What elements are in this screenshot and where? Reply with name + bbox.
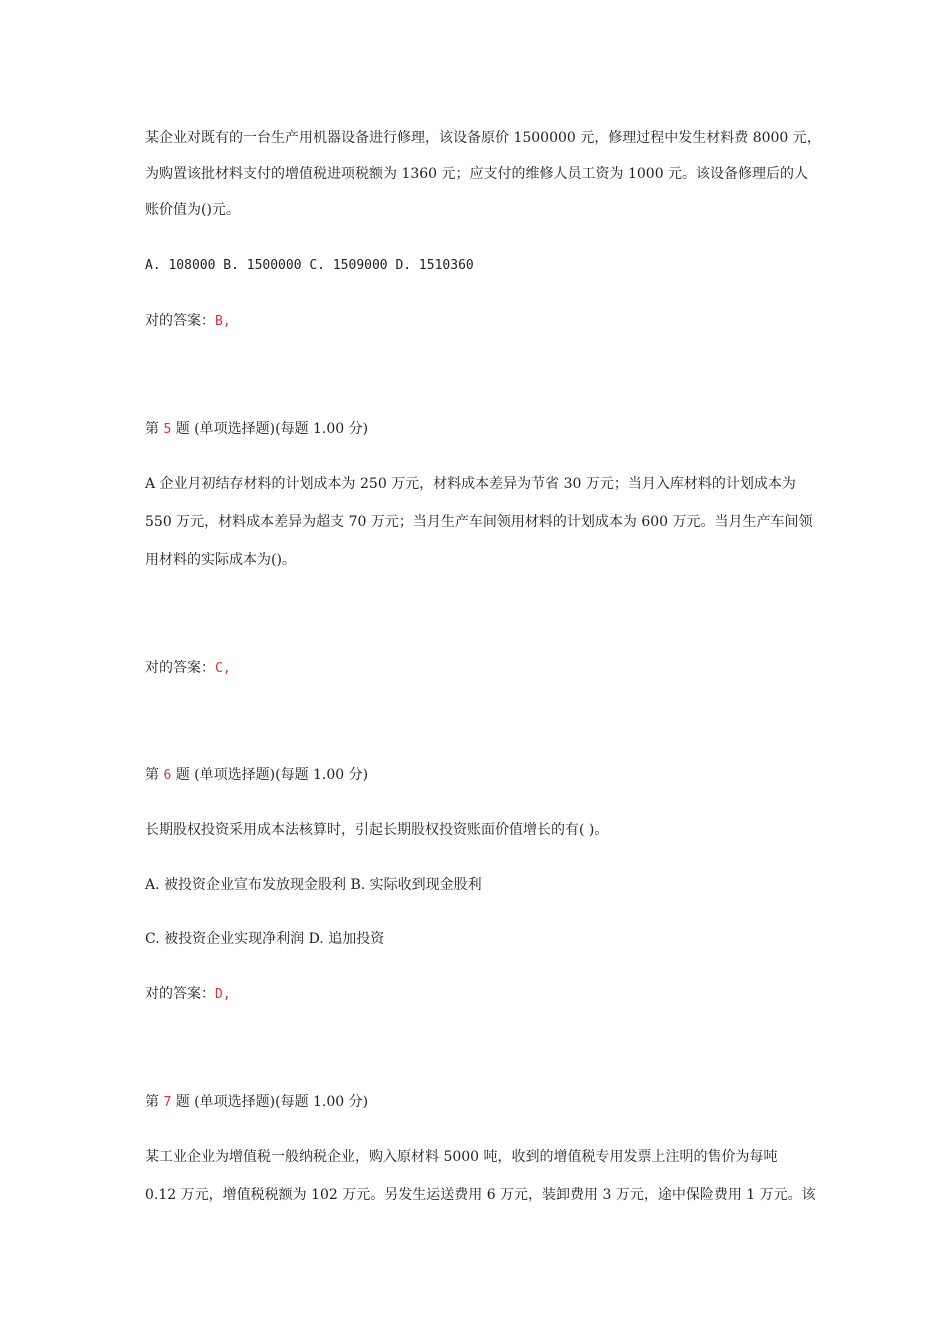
question-header-prefix: 第	[145, 767, 164, 783]
question-6-header	[145, 765, 368, 785]
question-5-answer	[145, 658, 231, 678]
answer-label: 对的答案：	[145, 986, 215, 1002]
question-7-stem-line-2: 0.12 万元，增值税税额为 102 万元。另发生运送费用 6 万元，装卸费用 3 万元，途中保险费用 1 万元。该	[145, 1187, 816, 1203]
question-6-options-line-2: C. 被投资企业实现净利润 D. 追加投资	[145, 931, 385, 947]
question-4-stem-line-3: 账价值为()元。	[145, 202, 240, 218]
question-5-stem-line-3: 用材料的实际成本为()。	[145, 552, 296, 568]
question-header-prefix: 第	[145, 1094, 164, 1110]
answer-label: 对的答案：	[145, 313, 215, 329]
question-header-prefix: 第	[145, 421, 164, 437]
question-4-options: A. 108000 B. 1500000 C. 1509000 D. 1510360	[145, 258, 474, 273]
answer-value: D,	[215, 987, 231, 1002]
question-number: 7	[163, 1095, 172, 1110]
answer-value: B,	[215, 314, 231, 329]
question-7-header	[145, 1092, 368, 1112]
question-header-suffix: 题 (单项选择题)(每题 1.00 分)	[171, 421, 369, 437]
question-4-stem-line-1: 某企业对既有的一台生产用机器设备进行修理，该设备原价 1500000 元，修理过程中发生材料费 8000 元，	[145, 130, 821, 146]
question-number: 6	[163, 768, 172, 783]
answer-label: 对的答案：	[145, 660, 215, 676]
question-5-stem-line-2: 550 万元，材料成本差异为超支 70 万元；当月生产车间领用材料的计划成本为 600 万元。当月生产车间领	[145, 514, 813, 530]
question-6-options-line-1: A. 被投资企业宣布发放现金股利 B. 实际收到现金股利	[145, 877, 482, 893]
question-header-suffix: 题 (单项选择题)(每题 1.00 分)	[171, 767, 369, 783]
question-4-answer	[145, 311, 231, 331]
question-7-stem-line-1: 某工业企业为增值税一般纳税企业，购入原材料 5000 吨，收到的增值税专用发票上注明的售价为每吨	[145, 1149, 778, 1165]
question-6-stem: 长期股权投资采用成本法核算时，引起长期股权投资账面价值增长的有( )。	[145, 822, 609, 838]
question-4-stem-line-2: 为购置该批材料支付的增值税进项税额为 1360 元；应支付的维修人员工资为 1000 元。该设备修理后的人	[145, 166, 809, 182]
question-6-answer	[145, 984, 231, 1004]
question-number: 5	[163, 422, 172, 437]
answer-value: C,	[215, 661, 231, 676]
question-header-suffix: 题 (单项选择题)(每题 1.00 分)	[171, 1094, 369, 1110]
question-5-stem-line-1: A 企业月初结存材料的计划成本为 250 万元，材料成本差异为节省 30 万元；当月入库材料的计划成本为	[145, 476, 796, 492]
question-5-header	[145, 419, 368, 439]
